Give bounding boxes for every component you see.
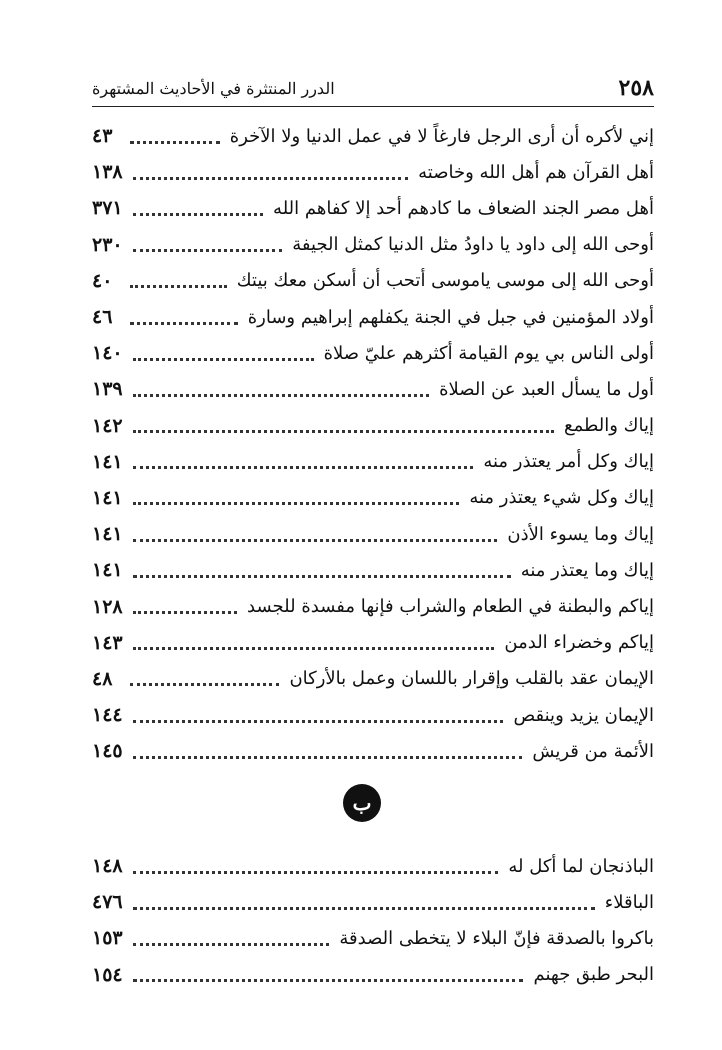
entry-page: ٤٣ xyxy=(92,125,113,148)
index-entry xyxy=(92,190,654,226)
leader-dots xyxy=(133,394,429,397)
index-entry xyxy=(92,848,654,884)
index-entry xyxy=(92,480,654,516)
index-entry xyxy=(92,661,654,697)
page-number: ٢٥٨ xyxy=(618,75,654,101)
entry-page: ١٤١ xyxy=(92,523,123,546)
entry-text: إياكم والبطنة في الطعام والشراب فإنها مفسدة للجسد xyxy=(247,596,654,618)
entry-text: البحر طبق جهنم xyxy=(533,964,654,986)
entry-text: أول ما يسأل العبد عن الصلاة xyxy=(439,378,654,400)
entry-page: ٤٠ xyxy=(92,269,113,292)
leader-dots xyxy=(133,907,595,910)
leader-dots xyxy=(133,943,330,946)
leader-dots xyxy=(130,683,279,686)
index-entry xyxy=(92,154,654,190)
index-entry xyxy=(92,118,654,154)
entry-page: ١٥٤ xyxy=(92,963,123,986)
entry-text: الأئمة من قريش xyxy=(532,740,654,762)
entry-page: ١٤٠ xyxy=(92,342,123,365)
entry-text: إياك والطمع xyxy=(564,415,654,437)
entry-text: أولاد المؤمنين في جبل في الجنة يكفلهم إبراهيم وسارة xyxy=(247,306,654,328)
entry-page: ١٤٥ xyxy=(92,740,123,763)
leader-dots xyxy=(130,141,220,144)
entry-page: ١٤٢ xyxy=(92,414,123,437)
entry-page: ١٤٨ xyxy=(92,855,123,878)
leader-dots xyxy=(133,466,474,469)
index-entry xyxy=(92,588,654,624)
entry-text: إياك وما يسوء الأذن xyxy=(507,523,654,545)
leader-dots xyxy=(133,871,499,874)
entry-page: ١٤٤ xyxy=(92,704,123,727)
entry-page: ١٤١ xyxy=(92,450,123,473)
leader-dots xyxy=(130,322,238,325)
index-entry xyxy=(92,335,654,371)
entry-text: الإيمان يزيد وينقص xyxy=(513,704,654,726)
entry-text: باكروا بالصدقة فإنّ البلاء لا يتخطى الصدقة xyxy=(339,927,654,949)
index-entry xyxy=(92,625,654,661)
entry-page: ٤٦ xyxy=(92,306,113,329)
leader-dots xyxy=(133,430,554,433)
entry-page: ٢٣٠ xyxy=(92,233,123,256)
entry-text: إياك وكل أمر يعتذر منه xyxy=(483,451,654,473)
index-entry xyxy=(92,263,654,299)
entry-text: الباقلاء xyxy=(604,891,654,913)
index-entry xyxy=(92,516,654,552)
entry-page: ١٥٣ xyxy=(92,927,123,950)
entry-text: أوحى الله إلى داود يا داودُ مثل الدنيا كمثل الجيفة xyxy=(292,234,654,256)
entry-text: الباذنجان لما أكل له xyxy=(508,855,654,877)
index-section-ba xyxy=(92,848,654,993)
running-title: الدرر المنتثرة في الأحاديث المشتهرة xyxy=(92,78,335,98)
entry-page: ١٤١ xyxy=(92,486,123,509)
entry-page: ١٢٨ xyxy=(92,595,123,618)
index-entry xyxy=(92,299,654,335)
index-entry xyxy=(92,697,654,733)
index-entry xyxy=(92,552,654,588)
leader-dots xyxy=(133,539,498,542)
leader-dots xyxy=(133,647,495,650)
index-entry xyxy=(92,884,654,920)
leader-dots xyxy=(133,177,409,180)
entry-text: إني لأكره أن أرى الرجل فارغاً لا في عمل الدنيا ولا الآخرة xyxy=(229,125,654,147)
index-entry xyxy=(92,227,654,263)
index-entry xyxy=(92,920,654,956)
leader-dots xyxy=(133,575,511,578)
entry-text: أولى الناس بي يوم القيامة أكثرهم عليّ صلاة xyxy=(323,342,654,364)
section-letter-badge: ب xyxy=(343,784,381,822)
index-entry xyxy=(92,957,654,993)
leader-dots xyxy=(133,720,504,723)
page-header xyxy=(92,70,654,106)
entry-text: الإيمان عقد بالقلب وإقرار باللسان وعمل بالأركان xyxy=(289,668,654,690)
header-rule xyxy=(92,106,654,107)
entry-text: أهل مصر الجند الضعاف ما كادهم أحد إلا كفاهم الله xyxy=(273,197,654,219)
index-entry xyxy=(92,408,654,444)
entry-text: إياكم وخضراء الدمن xyxy=(504,632,654,654)
entry-page: ١٣٩ xyxy=(92,378,123,401)
entry-page: ٤٧٦ xyxy=(92,891,123,914)
entry-page: ١٣٨ xyxy=(92,161,123,184)
entry-page: ١٤١ xyxy=(92,559,123,582)
leader-dots xyxy=(133,249,283,252)
index-entry xyxy=(92,733,654,769)
entry-page: ١٤٣ xyxy=(92,631,123,654)
leader-dots xyxy=(133,756,523,759)
leader-dots xyxy=(133,502,460,505)
leader-dots xyxy=(133,611,237,614)
index-entry xyxy=(92,371,654,407)
index-entry xyxy=(92,444,654,480)
leader-dots xyxy=(133,979,524,982)
entry-page: ٣٧١ xyxy=(92,197,123,220)
index-section-alif xyxy=(92,118,654,769)
entry-text: إياك وما يعتذر منه xyxy=(520,559,654,581)
entry-text: أهل القرآن هم أهل الله وخاصته xyxy=(418,161,654,183)
entry-page: ٤٨ xyxy=(92,667,113,690)
leader-dots xyxy=(130,285,227,288)
entry-text: إياك وكل شيء يعتذر منه xyxy=(469,487,654,509)
leader-dots xyxy=(133,213,263,216)
entry-text: أوحى الله إلى موسى ياموسى أتحب أن أسكن معك بيتك xyxy=(236,270,654,292)
leader-dots xyxy=(133,358,314,361)
